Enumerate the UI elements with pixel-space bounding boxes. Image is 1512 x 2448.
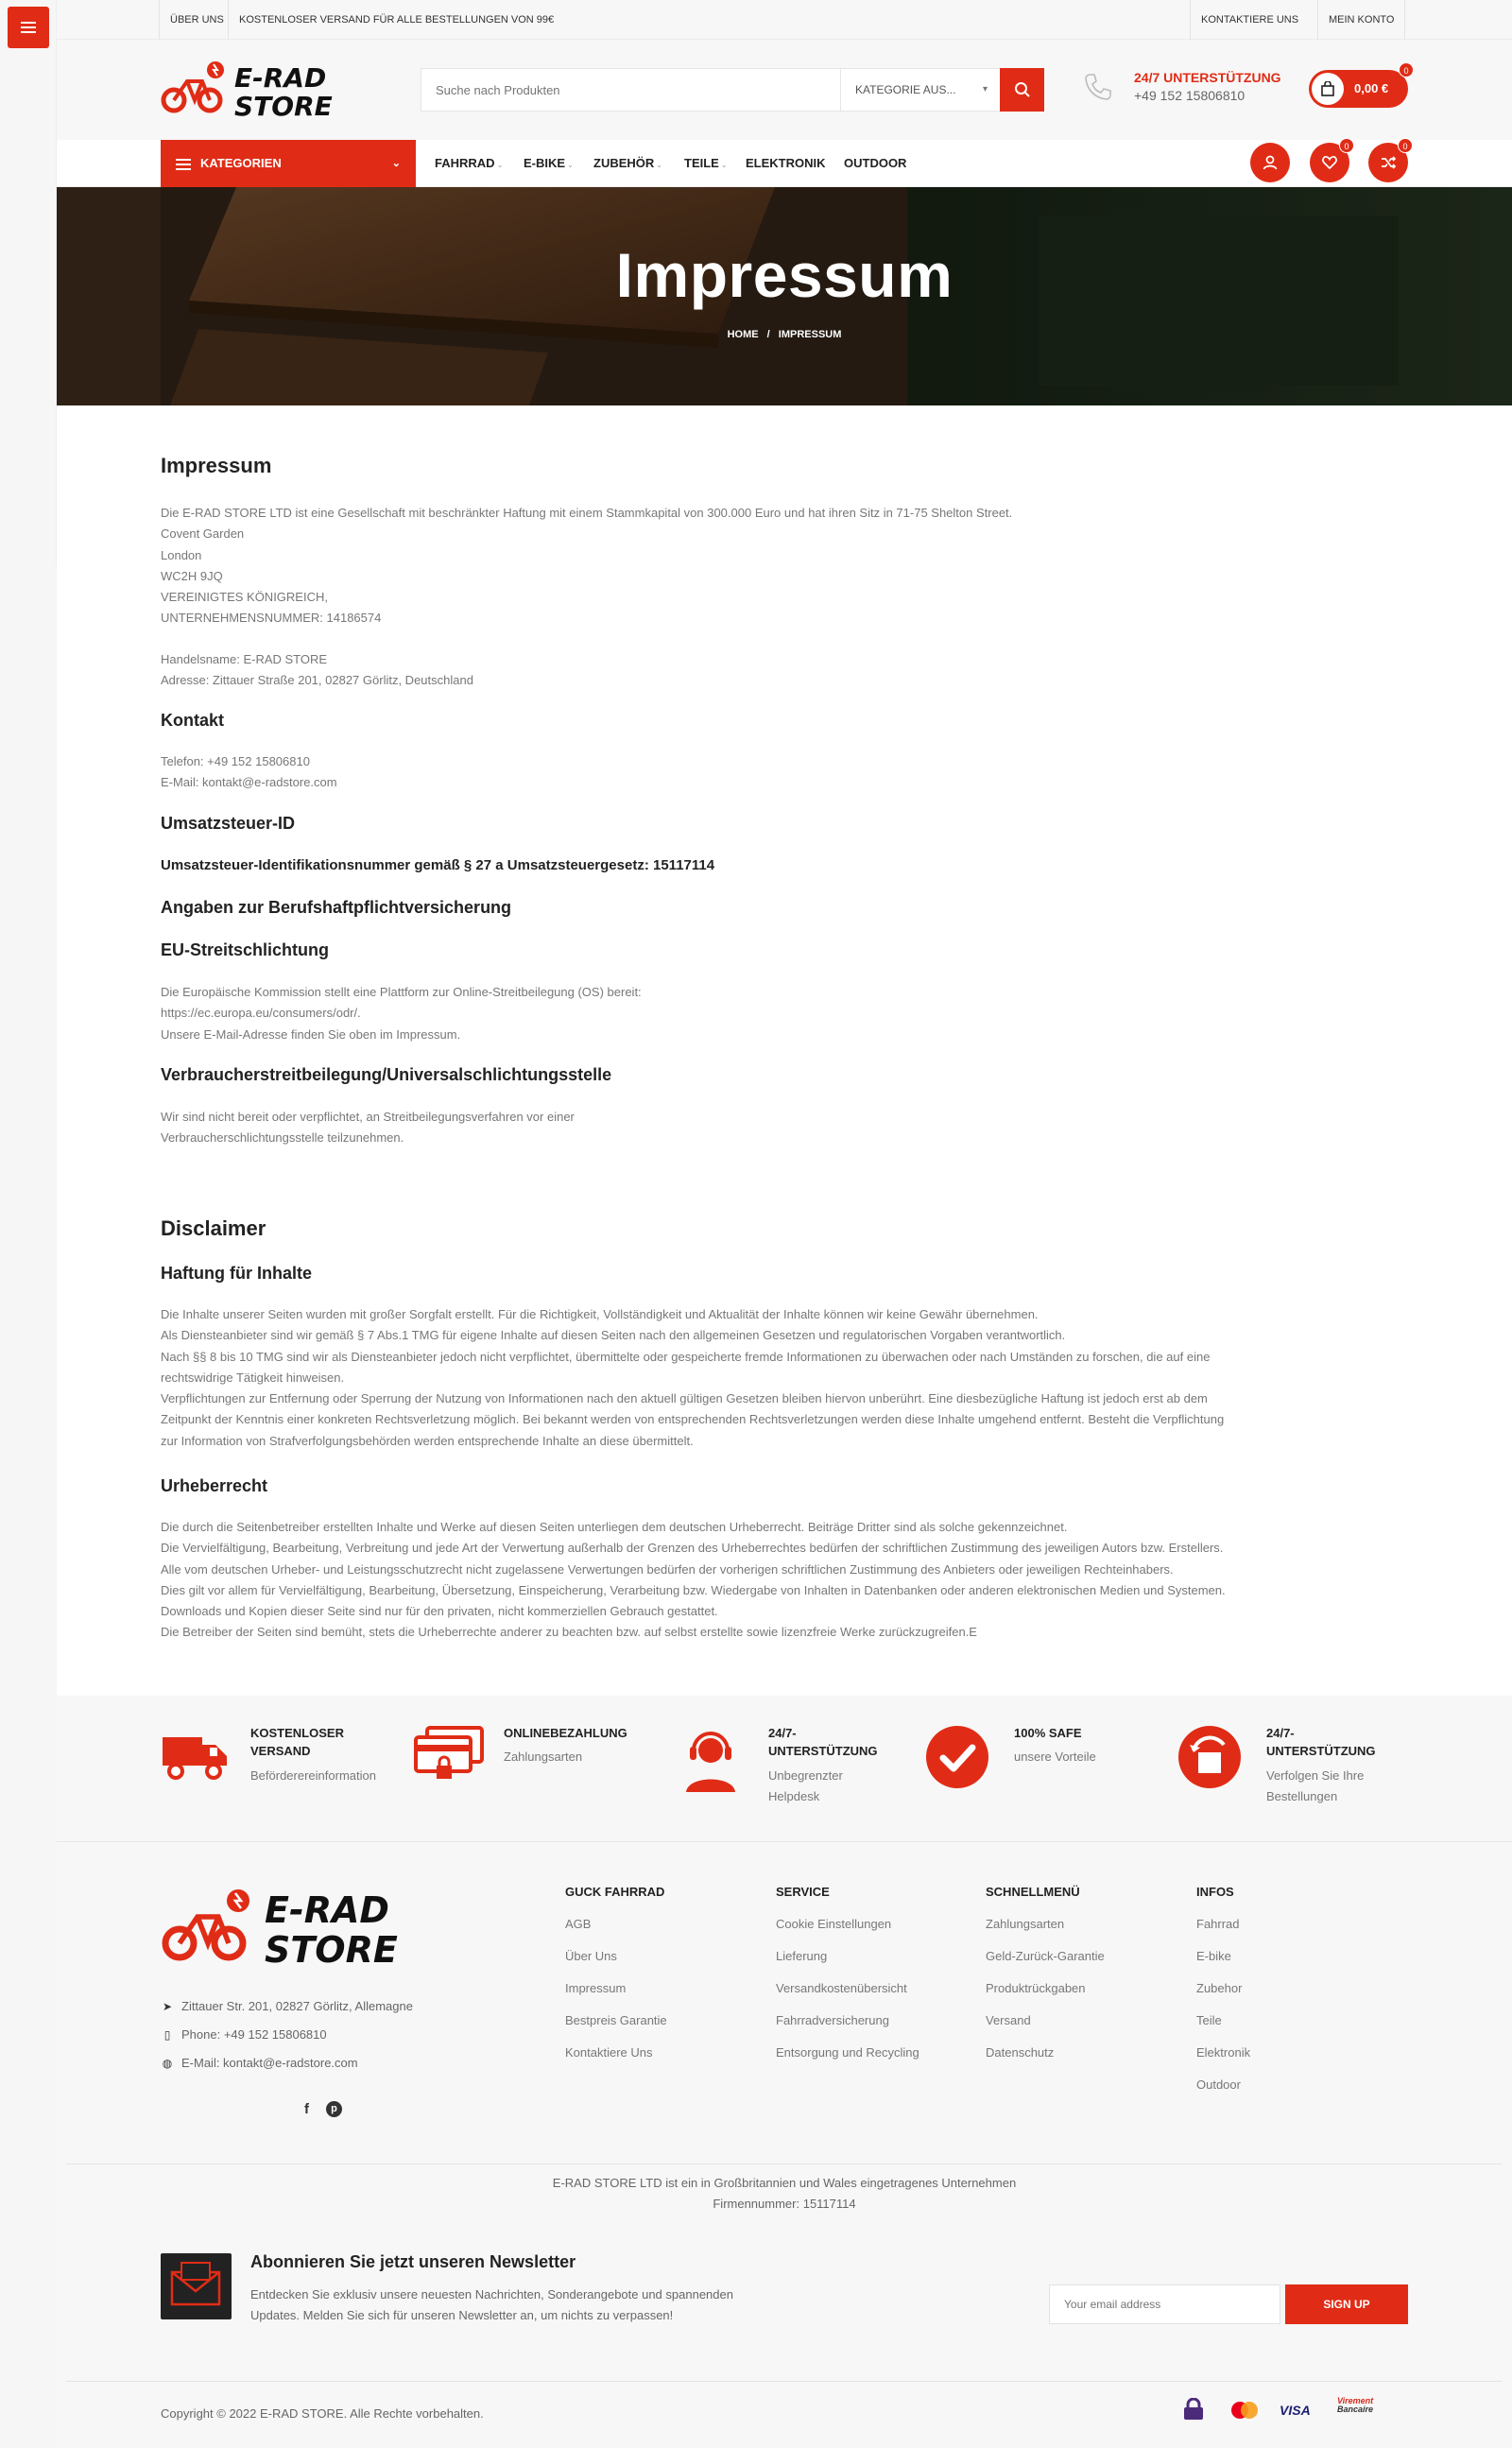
cart-amount: 0,00 € <box>1354 81 1389 95</box>
nav-item-elektronik[interactable]: ELEKTRONIK <box>746 156 826 170</box>
categories-button[interactable] <box>161 140 416 187</box>
footer-link[interactable]: Kontaktiere Uns <box>565 2045 653 2060</box>
newsletter-signup-button[interactable]: SIGN UP <box>1285 2284 1408 2324</box>
heading-impressum: Impressum <box>161 454 272 477</box>
footer-link[interactable]: Lieferung <box>776 1949 828 1963</box>
search-icon <box>1014 81 1031 98</box>
heading-disclaimer: Disclaimer <box>161 1216 266 1240</box>
about-link[interactable]: ÜBER UNS <box>159 0 234 40</box>
shopping-bag-icon <box>1312 73 1344 105</box>
nav-item-teile[interactable]: TEILE ⌄ <box>684 156 728 170</box>
urheber-text: Die durch die Seitenbetreiber erstellten Inhalte und Werke auf diesen Seiten unterliegen dem deutschen Urheberrecht. Beiträge Dritter sind als solche gekennzeichnet. Die Vervielfältigung, Bearbeitung, Verbreitung und jede Art der Verwertung außerhalb der Grenzen des Urheberrechtes bedürfen der schriftlichen Zustimmung des jeweiligen Autors bzw. Erstellers. Alle vom deutschen Urheber- und Leistungsschutzrecht nicht zugelassene Verwertungen bedürfen der vorherigen schriftlichen Zustimmung des Anbieters oder jeweiligen Rechteinhabers. Dies gilt vor allem für Vervielfältigung, Bearbeitung, Übersetzung, Einspeicherung, Verarbeitung bzw. Wiedergabe von Inhalten in Datenbanken oder anderen elektronischen Medien und Systemen. Downloads und Kopien dieser Seite sind nur für den privaten, nicht kommerziellen Gebrauch gestattet. Die Betreiber der Seiten sind bemüht, stets die Urheberrechte anderer zu beachten bzw. auf selbst erstellte sowie lizenzfreie Werke zurückzugreifen.E <box>161 1520 1226 1640</box>
trade-info: Handelsname: E-RAD STORE Adresse: Zittauer Straße 201, 02827 Görlitz, Deutschland <box>161 652 473 688</box>
heading-berufshaftpflicht: Angaben zur Berufshaftpflichtversicherung <box>161 898 512 917</box>
footer-link[interactable]: Cookie Einstellungen <box>776 1917 892 1931</box>
return-box-icon <box>1177 1724 1247 1795</box>
header <box>57 40 1512 140</box>
odr-link[interactable]: https://ec.europa.eu/consumers/odr/. <box>161 1006 361 1021</box>
footer-col-infos: INFOS Fahrrad E-bike Zubehor Teile Elektronik Outdoor <box>1196 1885 1385 2109</box>
feature-subtitle: Zahlungsarten <box>504 1750 583 1764</box>
account-link[interactable]: MEIN KONTO <box>1317 0 1405 40</box>
store-logo[interactable] <box>161 59 387 121</box>
newsletter-title: Abonnieren Sie jetzt unseren Newsletter <box>250 2252 576 2271</box>
breadcrumb-current: IMPRESSUM <box>778 329 842 340</box>
footer-col-guck-fahrrad: GUCK FAHRRAD AGB Über Uns Impressum Bestpreis Garantie Kontaktiere Uns <box>565 1885 754 2077</box>
sidebar-menu-toggle[interactable] <box>8 7 49 48</box>
haftung-text: Die Inhalte unserer Seiten wurden mit großer Sorgfalt erstellt. Für die Richtigkeit, Vollständigkeit und Aktualität der Inhalte können wir keine Gewähr übernehmen. Als Diensteanbieter sind wir gemäß § 7 Abs.1 TMG für eigene Inhalte auf diesen Seiten nach den allgemeinen Gesetzen und regulatorischen Vorgaben verantwortlich. Nach §§ 8 bis 10 TMG sind wir als Diensteanbieter jedoch nicht verpflichtet, übermittelte oder gespeicherte fremde Informationen zu überwachen oder nach Umständen zu forschen, die auf eine rechtswidrige Tätigkeit hinweisen. Verpflichtungen zur Entfernung oder Sperrung der Nutzung von Informationen nach den aktuell gültigen Gesetzen bleiben hiervon unberührt. Eine diesbezügliche Haftung ist jedoch erst ab dem Zeitpunkt der Kenntnis einer konkreten Rechtsverletzung möglich. Bei bekannt werden von entsprechenden Rechtsverletzungen werden diese Inhalte umgehend entfernt. Besteht die Verpflichtung zur Information von Strafverfolgungsbehörden werden entsprechende Inhalte an diese übermittelt. <box>161 1307 1225 1448</box>
feature-tracking <box>1177 1724 1427 1819</box>
footer-link[interactable]: Zubehor <box>1196 1981 1243 1995</box>
ust-number: Umsatzsteuer-Identifikationsnummer gemäß § 27 a Umsatzsteuergesetz: 15117114 <box>161 857 715 873</box>
footer-logo-line2: STORE <box>265 1929 398 1970</box>
footer-phone[interactable]: ▯ Phone: +49 152 15806810 <box>161 2027 327 2042</box>
breadcrumb-home[interactable]: HOME <box>727 329 759 340</box>
footer-link[interactable]: Geld-Zurück-Garantie <box>986 1949 1105 1963</box>
company-info: Die E-RAD STORE LTD ist eine Gesellschaft mit beschränkter Haftung mit einem Stammkapital von 300.000 Euro und hat ihren Sitz in 71-75 Shelton Street. Covent Garden London WC2H 9JQ VEREINIGTES KÖNIGREICH, UNTERNEHMENSNUMMER: 14186574 <box>161 506 1013 626</box>
newsletter-text: Entdecken Sie exklusiv unsere neuesten Nachrichten, Sonderangebote und spannenden Updates. Melden Sie sich für unseren Newsletter an, um nichts zu verpassen! <box>250 2287 733 2322</box>
feature-free-shipping <box>161 1724 411 1819</box>
main-nav <box>57 140 1512 187</box>
nav-item-fahrrad[interactable]: FAHRRAD ⌄ <box>435 156 504 170</box>
envelope-icon <box>161 2253 232 2319</box>
footer-link[interactable]: Teile <box>1196 2013 1222 2027</box>
nav-item-zubehoer[interactable]: ZUBEHÖR ⌄ <box>593 156 662 170</box>
mastercard-icon <box>1228 2401 1261 2423</box>
headset-icon <box>679 1724 749 1795</box>
verbraucher-info: Wir sind nicht bereit oder verpflichtet, an Streitbeilegungsverfahren vor einer Verbraucherschlichtungsstelle teilzunehmen. <box>161 1110 575 1146</box>
top-bar <box>57 0 1512 40</box>
account-button[interactable] <box>1250 143 1290 182</box>
categories-label: KATEGORIEN <box>200 156 282 170</box>
mobile-icon: ▯ <box>163 2028 171 2042</box>
checkmark-icon <box>924 1724 995 1795</box>
category-select-label: KATEGORIE AUS... <box>855 83 956 96</box>
hamburger-icon <box>176 159 191 161</box>
globe-icon: ◍ <box>162 2057 173 2070</box>
footer <box>57 1841 1512 2448</box>
footer-link[interactable]: Datenschutz <box>986 2045 1055 2060</box>
compare-button[interactable] <box>1368 143 1408 182</box>
truck-icon <box>161 1724 232 1795</box>
feature-subtitle: Verfolgen Sie Ihre Bestellungen <box>1266 1768 1365 1803</box>
footer-link[interactable]: Fahrradversicherung <box>776 2013 889 2027</box>
cart-button[interactable] <box>1309 66 1409 108</box>
feature-subtitle: unsere Vorteile <box>1014 1750 1096 1764</box>
location-arrow-icon: ➤ <box>162 2000 173 2013</box>
newsletter-email-input[interactable] <box>1049 2284 1280 2324</box>
footer-link[interactable]: Produktrückgaben <box>986 1981 1086 1995</box>
footer-link[interactable]: Versandkostenübersicht <box>776 1981 907 1995</box>
feature-subtitle: Unbegrenzter Helpdesk <box>768 1768 843 1803</box>
footer-link[interactable]: Zahlungsarten <box>986 1917 1065 1931</box>
page <box>57 0 1512 2448</box>
page-title: Impressum <box>615 240 954 310</box>
compare-count-badge: 0 <box>1398 138 1413 153</box>
footer-link[interactable]: Fahrrad <box>1196 1917 1240 1931</box>
footer-link[interactable]: Outdoor <box>1196 2077 1241 2092</box>
user-icon <box>1262 154 1279 171</box>
shuffle-icon <box>1380 154 1397 171</box>
footer-link[interactable]: Impressum <box>565 1981 627 1995</box>
footer-email[interactable]: ◍ E-Mail: kontakt@e-radstore.com <box>162 2056 358 2070</box>
footer-link[interactable]: Entsorgung und Recycling <box>776 2045 919 2060</box>
heading-ust: Umsatzsteuer-ID <box>161 814 296 833</box>
main-content <box>57 405 1512 1696</box>
heart-icon <box>1321 154 1338 171</box>
heading-haftung: Haftung für Inhalte <box>161 1264 312 1283</box>
shipping-notice: KOSTENLOSER VERSAND FÜR ALLE BESTELLUNGEN VON 99€ <box>228 0 564 40</box>
logo-line1: E-RAD <box>234 62 327 94</box>
support-info <box>1082 66 1309 113</box>
search-bar <box>421 68 1044 112</box>
credit-card-icon <box>414 1724 485 1795</box>
cart-count-badge: 0 <box>1399 62 1414 78</box>
contact-link[interactable]: KONTAKTIERE UNS <box>1190 0 1309 40</box>
heading-kontakt: Kontakt <box>161 711 224 730</box>
search-button[interactable] <box>1000 68 1044 112</box>
chevron-down-icon: ▾ <box>982 84 988 95</box>
feature-title: KOSTENLOSER VERSAND <box>250 1726 344 1758</box>
heading-verbraucher: Verbraucherstreitbeilegung/Universalschlichtungsstelle <box>161 1065 612 1084</box>
footer-address: ➤ Zittauer Str. 201, 02827 Görlitz, Allemagne <box>162 1999 413 2013</box>
footer-col-service: SERVICE Cookie Einstellungen Lieferung Versandkostenübersicht Fahrradversicherung Entsorgung und Recycling <box>776 1885 965 2077</box>
legal-notice: E-RAD STORE LTD ist ein in Großbritannien und Wales eingetragenes Unternehmen Firmennummer: 15117114 <box>552 2176 1017 2211</box>
virement-bancaire-icon: Virement Bancaire <box>1337 2396 1374 2414</box>
page-hero <box>57 187 1512 405</box>
footer-link[interactable]: Über Uns <box>565 1949 617 1963</box>
phone-icon <box>1082 71 1114 103</box>
footer-link[interactable]: Elektronik <box>1196 2045 1251 2060</box>
footer-link[interactable]: E-bike <box>1196 1949 1231 1963</box>
visa-icon: VISA <box>1280 2403 1311 2418</box>
footer-link[interactable]: Bestpreis Garantie <box>565 2013 667 2027</box>
feature-online-payment <box>414 1724 664 1819</box>
feature-title: 100% SAFE <box>1014 1726 1082 1740</box>
category-select[interactable] <box>840 69 1001 111</box>
nav-item-ebike[interactable]: E-BIKE ⌄ <box>524 156 574 170</box>
feature-safe <box>924 1724 1175 1819</box>
features-bar <box>57 1696 1512 1841</box>
facebook-icon[interactable]: f <box>304 2101 309 2117</box>
logo-line2: STORE <box>234 91 333 121</box>
wishlist-count-badge: 0 <box>1339 138 1354 153</box>
pinterest-icon[interactable]: p <box>326 2101 342 2117</box>
support-title: 24/7 UNTERSTÜTZUNG <box>1134 70 1281 85</box>
feature-subtitle: Beförderereinformation <box>250 1768 376 1783</box>
footer-divider <box>66 2381 1503 2382</box>
lock-payment-icon <box>1181 2398 1206 2421</box>
feature-title: 24/7- UNTERSTÜTZUNG <box>768 1726 878 1758</box>
footer-col-schnellmenu: SCHNELLMENÜ Zahlungsarten Geld-Zurück-Garantie Produktrückgaben Versand Datenschutz <box>986 1885 1175 2077</box>
footer-logo-line1: E-RAD <box>265 1889 389 1931</box>
footer-logo[interactable] <box>161 1885 472 1970</box>
search-input[interactable] <box>421 69 839 111</box>
chevron-down-icon: ⌄ <box>391 158 401 169</box>
kontakt-info: Telefon: +49 152 15806810 E-Mail: kontakt@e-radstore.com <box>161 754 337 790</box>
feature-title: ONLINEBEZAHLUNG <box>504 1726 627 1740</box>
heading-urheberrecht: Urheberrecht <box>161 1476 268 1495</box>
feature-title: 24/7- UNTERSTÜTZUNG <box>1266 1726 1376 1758</box>
breadcrumb <box>57 329 1512 340</box>
support-phone[interactable]: +49 152 15806810 <box>1134 88 1246 103</box>
eu-info: Die Europäische Kommission stellt eine Plattform zur Online-Streitbeilegung (OS) bereit: https://ec.europa.eu/consumers/odr/. Unsere E-Mail-Adresse finden Sie oben im Impressum. <box>161 985 642 1042</box>
hamburger-icon <box>21 26 36 28</box>
nav-item-outdoor[interactable]: OUTDOOR <box>844 156 907 170</box>
copyright: Copyright © 2022 E-RAD STORE. Alle Rechte vorbehalten. <box>161 2406 484 2421</box>
breadcrumb-separator: / <box>766 329 770 340</box>
feature-support <box>679 1724 929 1819</box>
heading-eu-streitschlichtung: EU-Streitschlichtung <box>161 940 330 959</box>
footer-link[interactable]: Versand <box>986 2013 1031 2027</box>
wishlist-button[interactable] <box>1310 143 1349 182</box>
footer-link[interactable]: AGB <box>565 1917 592 1931</box>
